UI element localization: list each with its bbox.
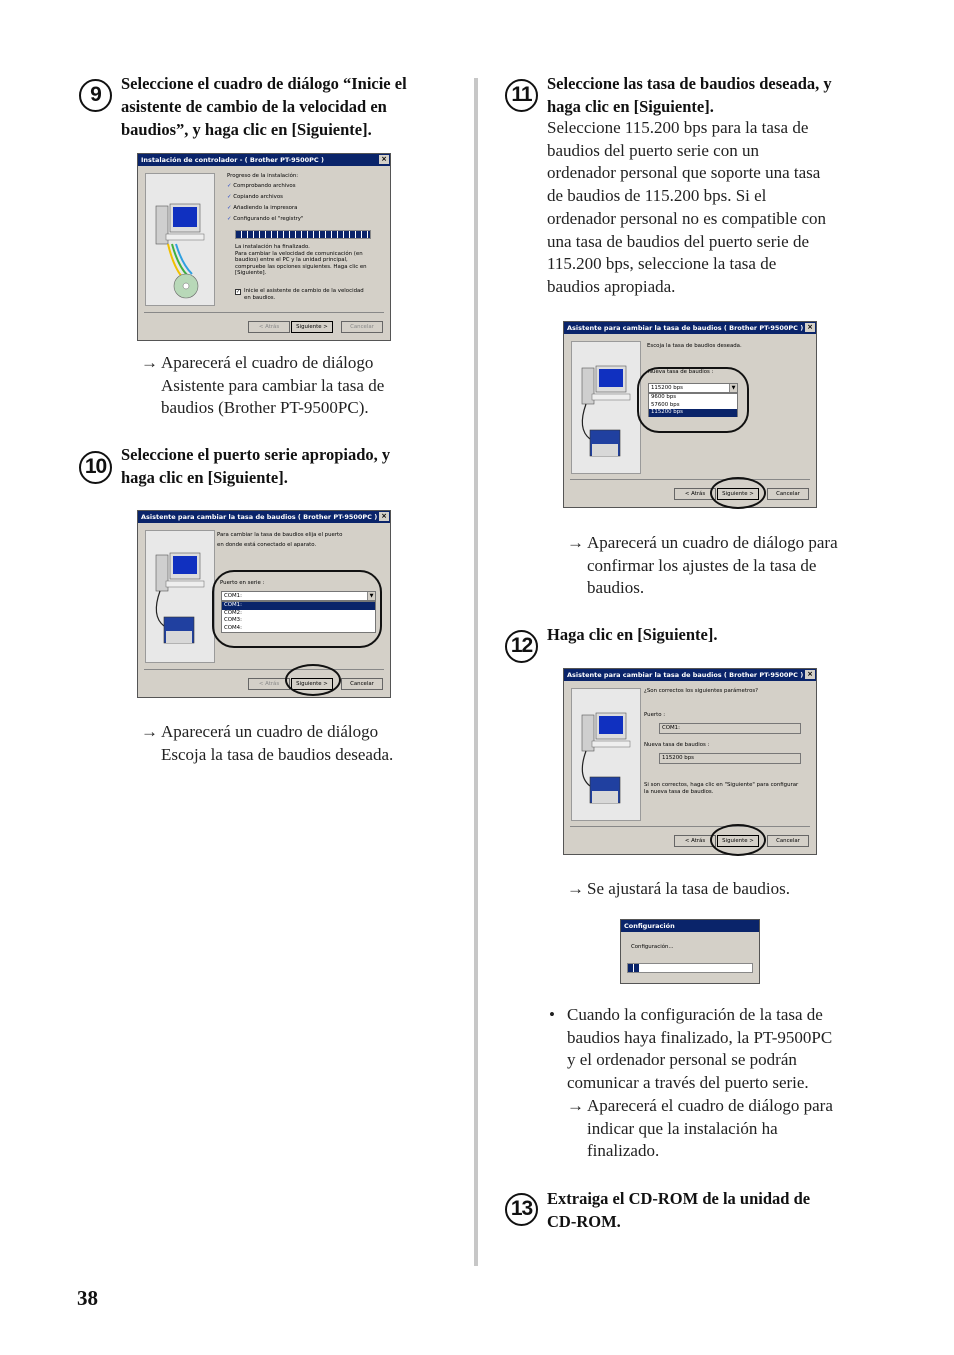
close-icon[interactable]: ×: [379, 512, 389, 521]
chevron-down-icon[interactable]: ▼: [729, 384, 737, 392]
bullet-line: baudios haya finalizado, la PT-9500PC: [567, 1027, 833, 1047]
page-number: 38: [77, 1286, 98, 1310]
arrow-icon: →: [567, 1096, 584, 1115]
next-button[interactable]: Siguiente >: [717, 488, 759, 500]
port-value-field: COM1:: [659, 723, 801, 734]
next-button[interactable]: Siguiente >: [717, 835, 759, 847]
separator: [570, 479, 810, 480]
step-9-result: [141, 352, 384, 420]
separator: [144, 669, 384, 670]
result-line: confirmar los ajustes de la tasa de: [587, 555, 817, 575]
result-line: Aparecerá el cuadro de diálogo: [161, 353, 374, 372]
step-11-result: [567, 532, 838, 600]
configuration-progress-bar: [627, 963, 753, 973]
checkbox-icon[interactable]: ✓: [236, 289, 241, 295]
port-label: Puerto en serie :: [220, 580, 265, 586]
next-button[interactable]: Siguiente >: [291, 321, 333, 333]
result-line: Aparecerá un cuadro de diálogo para: [587, 533, 838, 552]
port-option[interactable]: COM4:: [224, 624, 242, 631]
back-button[interactable]: < Atrás: [248, 678, 290, 690]
instruction-line: Para cambiar la tasa de baudios elija el puerto: [217, 532, 343, 538]
dialog-title: Asistente para cambiar la tasa de baudios ( Brother PT-9500PC ): [567, 671, 804, 679]
step-12-number: 12: [505, 630, 538, 663]
rate-label: Nueva tasa de baudios :: [644, 742, 710, 748]
step-10-title-line: Seleccione el puerto serie apropiado, y: [121, 445, 391, 464]
done-line: compruebe las opciones siguientes. Haga clic en: [235, 263, 367, 270]
install-progress-fill: [236, 231, 370, 238]
progress-step: [227, 205, 297, 212]
baud-confirm-dialog: [563, 668, 817, 855]
arrow-icon: →: [141, 353, 158, 372]
done-line: baudios) entre el PC y la unidad principal,: [235, 257, 348, 264]
result-line: indicar que la instalación ha: [587, 1118, 778, 1138]
step-10-number: 10: [79, 451, 112, 484]
dialog-title: Asistente para cambiar la tasa de baudios ( Brother PT-9500PC ): [567, 324, 804, 332]
rate-label: Nueva tasa de baudios :: [648, 369, 714, 375]
bullet-line: Cuando la configuración de la tasa de: [567, 1005, 823, 1024]
back-button[interactable]: < Atrás: [674, 835, 716, 847]
bullet-line: y el ordenador personal se podrán: [567, 1050, 797, 1070]
step-13-title-line: CD-ROM.: [547, 1212, 621, 1231]
baud-wizard-checkbox[interactable]: [235, 288, 364, 301]
progress-label: Progreso de la instalación:: [227, 173, 299, 179]
separator: [570, 826, 810, 827]
dialog-titlebar: [564, 669, 816, 681]
wizard-image-panel: [145, 530, 215, 663]
confirm-note: [644, 782, 798, 796]
result-line: Escoja la tasa de baudios deseada.: [161, 744, 394, 764]
step-10-title: [121, 443, 390, 489]
cancel-button[interactable]: Cancelar: [341, 321, 383, 333]
configuration-progress-dialog: [620, 919, 760, 984]
step-9-title-line: asistente de cambio de la velocidad en: [121, 97, 387, 116]
step-12-title-line: Haga clic en [Siguiente].: [547, 625, 718, 644]
dialog-title: Asistente para cambiar la tasa de baudios ( Brother PT-9500PC ): [141, 513, 378, 521]
check-icon: ✓: [227, 216, 232, 222]
body-line: ordenador personal que soporte una tasa: [547, 163, 821, 183]
step-10-result: [141, 721, 393, 766]
wizard-image-panel: [571, 688, 641, 821]
progress-step: [227, 183, 296, 190]
port-instructions: [217, 530, 342, 550]
step-11-title-line: Seleccione las tasa de baudios deseada, y: [547, 74, 832, 93]
body-line: ordenador personal no es compatible con: [547, 208, 826, 228]
dialog-title: Configuración: [624, 922, 675, 930]
done-line: Para cambiar la velocidad de comunicación (en: [235, 250, 363, 257]
dialog-titlebar: [564, 322, 816, 334]
computer-cd-icon: [146, 174, 214, 305]
note-line: la nueva tasa de baudios.: [644, 789, 714, 795]
port-selected-value: COM1:: [224, 593, 242, 599]
rate-instruction: Escoja la tasa de baudios deseada.: [647, 343, 742, 349]
body-line: una tasa de baudios del puerto serie de: [547, 231, 809, 251]
cancel-button[interactable]: Cancelar: [341, 678, 383, 690]
next-button[interactable]: Siguiente >: [291, 678, 333, 690]
step-10-title-line: haga clic en [Siguiente].: [121, 468, 288, 487]
checkbox-label: Inicie el asistente de cambio de la velocidad: [244, 288, 364, 294]
close-icon[interactable]: ×: [379, 155, 389, 164]
progress-step-text: Configurando el "registry": [233, 216, 304, 222]
result-line: Aparecerá el cuadro de diálogo para: [587, 1096, 833, 1115]
result-line: Aparecerá un cuadro de diálogo: [161, 722, 379, 741]
step-12-result: [567, 878, 790, 901]
computer-printer-icon: [572, 342, 640, 473]
step-11-title: [547, 72, 832, 118]
step-12-bullet-result: [567, 1095, 833, 1163]
configuration-text: Configuración...: [631, 944, 674, 950]
result-line: finalizado.: [587, 1141, 660, 1161]
result-line: Asistente para cambiar la tasa de: [161, 375, 385, 395]
progress-step: [227, 216, 303, 223]
dialog-title: Instalación de controlador - ( Brother PT-9500PC ): [141, 156, 324, 164]
computer-printer-icon: [572, 689, 640, 820]
separator: [144, 312, 384, 313]
progress-step: [227, 194, 283, 201]
port-label: Puerto :: [644, 712, 666, 718]
back-button[interactable]: < Atrás: [248, 321, 290, 333]
arrow-icon: →: [141, 722, 158, 741]
arrow-icon: →: [567, 533, 584, 552]
progress-step-text: Añadiendo la impresora: [233, 205, 298, 211]
body-line: Seleccione 115.200 bps para la tasa de: [547, 118, 809, 137]
result-line: baudios (Brother PT-9500PC).: [161, 398, 369, 418]
body-line: baudios apropiada.: [547, 276, 676, 296]
check-icon: ✓: [227, 194, 232, 200]
checkbox-label: en baudios.: [244, 294, 276, 301]
arrow-icon: →: [567, 879, 584, 898]
check-icon: ✓: [227, 205, 232, 211]
result-line: Se ajustará la tasa de baudios.: [587, 879, 790, 898]
port-option[interactable]: COM3:: [224, 617, 242, 623]
dialog-titlebar: [138, 511, 390, 523]
rate-selected-value: 115200 bps: [651, 385, 683, 391]
progress-step-text: Copiando archivos: [233, 194, 283, 200]
done-line: La instalación ha finalizado.: [235, 244, 310, 250]
rate-option[interactable]: 9600 bps: [651, 394, 677, 400]
cancel-button[interactable]: Cancelar: [767, 488, 809, 500]
body-line: 115.200 bps, seleccione la tasa de: [547, 254, 777, 274]
rate-value-field: 115200 bps: [659, 753, 801, 764]
port-option[interactable]: COM1:: [222, 602, 375, 610]
rate-option[interactable]: 57600 bps: [651, 401, 680, 408]
dialog-titlebar: [138, 154, 390, 166]
dialog-titlebar: [621, 920, 759, 932]
wizard-image-panel: [145, 173, 215, 306]
body-line: baudios del puerto serie con un: [547, 140, 759, 160]
step-12-title: [547, 623, 717, 646]
install-done-text: [235, 244, 367, 277]
install-progress-bar: [235, 230, 371, 239]
install-driver-dialog: [137, 153, 391, 341]
step-9-title-line: baudios”, y haga clic en [Siguiente].: [121, 120, 372, 139]
bullet-icon: •: [549, 1005, 555, 1024]
rate-option[interactable]: 115200 bps: [649, 409, 737, 417]
done-line: [Siguiente].: [235, 270, 267, 277]
step-11-number: 11: [505, 79, 538, 112]
wizard-image-panel: [571, 341, 641, 474]
step-11-title-line: haga clic en [Siguiente].: [547, 97, 714, 116]
step-9-title: [121, 72, 407, 141]
cancel-button[interactable]: Cancelar: [767, 835, 809, 847]
instruction-line: en donde está conectado el aparato.: [217, 542, 317, 548]
back-button[interactable]: < Atrás: [674, 488, 716, 500]
chevron-down-icon[interactable]: ▼: [367, 592, 375, 600]
configuration-progress-fill: [628, 964, 640, 972]
step-9-number: 9: [79, 79, 112, 112]
highlight-ring: [637, 367, 749, 433]
highlight-ring: [710, 477, 766, 509]
step-13-title-line: Extraiga el CD-ROM de la unidad de: [547, 1189, 811, 1208]
confirm-question: ¿Son correctos los siguientes parámetros?: [644, 688, 759, 694]
highlight-ring: [710, 824, 766, 856]
highlight-ring: [212, 570, 382, 648]
step-13-number: 13: [505, 1193, 538, 1226]
result-line: baudios.: [587, 578, 645, 598]
column-divider: [474, 78, 478, 1266]
check-icon: ✓: [227, 183, 232, 189]
bullet-line: comunicar a través del puerto serie.: [567, 1073, 809, 1093]
note-line: Si son correctos, haga clic en "Siguiente" para configurar: [644, 782, 799, 788]
step-9-title-line: Seleccione el cuadro de diálogo “Inicie el: [121, 74, 407, 93]
step-12-bullet: [549, 1004, 832, 1095]
step-11-body: [547, 117, 826, 299]
close-icon[interactable]: ×: [805, 323, 815, 332]
highlight-ring: [285, 664, 341, 696]
port-option[interactable]: COM2:: [224, 609, 242, 616]
body-line: de baudios de 115.200 bps. Si el: [547, 186, 767, 206]
close-icon[interactable]: ×: [805, 670, 815, 679]
step-13-title: [547, 1187, 810, 1233]
progress-step-text: Comprobando archivos: [233, 183, 296, 189]
computer-printer-icon: [146, 531, 214, 662]
